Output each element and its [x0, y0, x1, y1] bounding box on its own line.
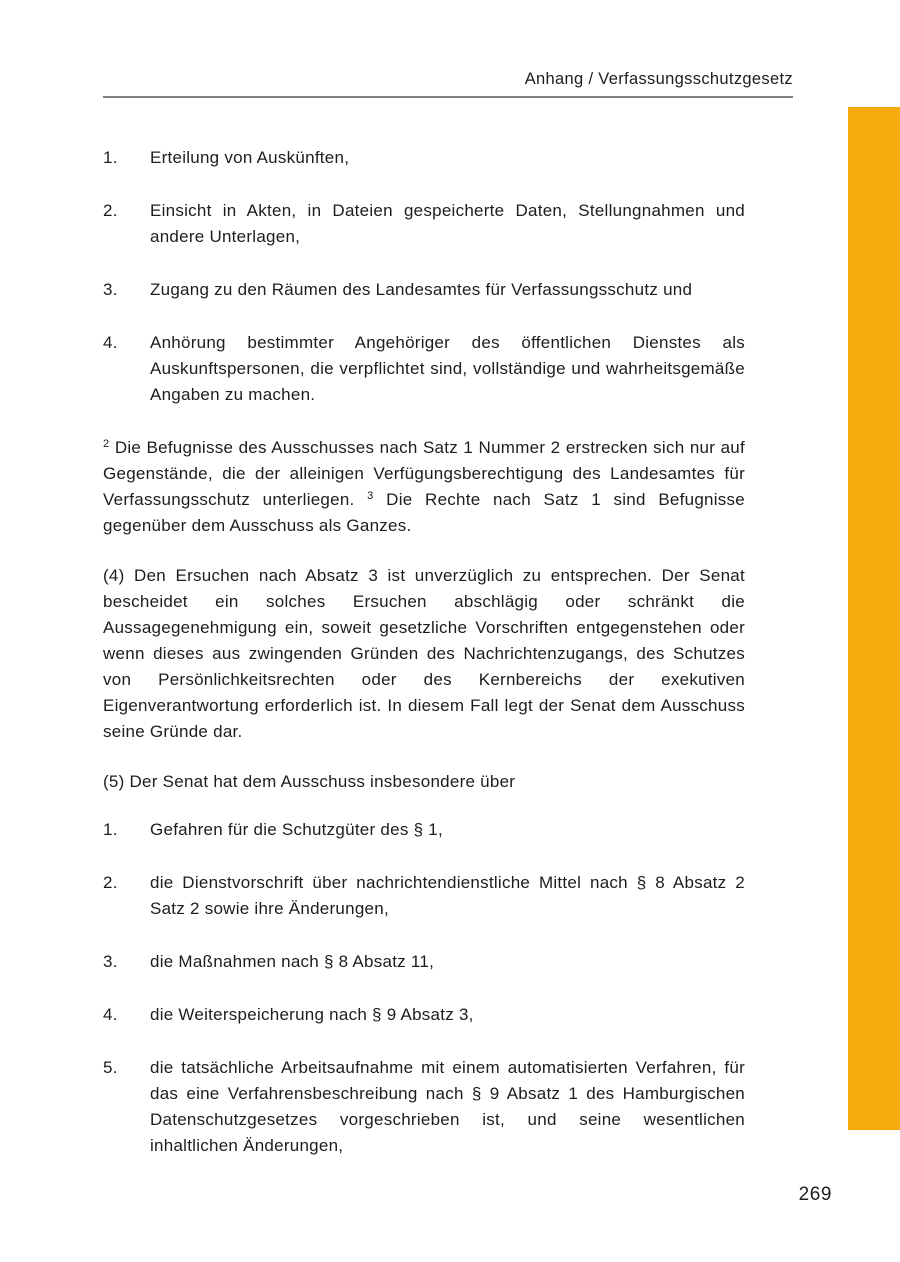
paragraph-absatz-4: (4) Den Ersuchen nach Absatz 3 ist unverzüglich zu entsprechen. Der Senat bescheidet ein solches Ersuchen abschlägig oder schränkt die Aussagegenehmigung ein, soweit gesetzliche Vorschriften entgegenstehen oder wenn dieses aus zwingenden Gründen des Nachrichtenzugangs, des Schutzes von Persönlichkeitsrechten oder des Kernbereichs der exekutiven Eigenverantwortung erforderlich ist. In diesem Fall legt der Senat dem Ausschuss seine Gründe dar. [103, 566, 745, 741]
list-item [103, 1002, 745, 1028]
list-item [103, 277, 745, 303]
sentence-superscript: 3 [367, 490, 374, 502]
list-item-text: Zugang zu den Räumen des Landesamtes für Verfassungsschutz und [150, 280, 693, 299]
list-item [103, 1055, 745, 1159]
list-item-text: die Dienstvorschrift über nachrichtendienstliche Mittel nach § 8 Absatz 2 Satz 2 sowie ihre Änderungen, [150, 873, 745, 918]
list-item-text: die tatsächliche Arbeitsaufnahme mit einem automatisierten Verfahren, für das eine Verfahrensbeschreibung nach § 9 Absatz 1 des Hamburgischen Datenschutzgesetzes vorgeschrieben ist, und seine wesentlichen inhaltlichen Änderungen, [150, 1058, 745, 1155]
sentence-superscript: 2 [103, 438, 110, 450]
numbered-list-satz1 [103, 145, 745, 408]
list-item-number: 1. [103, 148, 118, 167]
running-head [103, 70, 793, 98]
sentence-text: Die Befugnisse des Ausschusses nach Satz 1 Nummer 2 erstrecken sich nur auf Gegenstände, die der alleinigen Verfügungsberechtigung des Landesamtes für Verfassungsschutz unterliegen. [103, 438, 745, 509]
numbered-list-absatz5 [103, 817, 745, 1159]
list-item-text: Anhörung bestimmter Angehöriger des öffentlichen Dienstes als Auskunftspersonen, die verpflichtet sind, vollständige und wahrheitsgemäße Angaben zu machen. [150, 333, 745, 404]
list-item-number: 4. [103, 1005, 118, 1024]
list-item [103, 817, 745, 843]
list-item [103, 145, 745, 171]
sentence-text: Die Rechte nach Satz 1 sind Befugnisse gegenüber dem Ausschuss als Ganzes. [103, 490, 745, 535]
list-item-number: 5. [103, 1058, 118, 1077]
accent-color-bar [848, 107, 900, 1130]
page-number: 269 [798, 1184, 832, 1205]
list-item-number: 3. [103, 952, 118, 971]
list-item-number: 4. [103, 333, 118, 352]
list-item-text: die Maßnahmen nach § 8 Absatz 11, [150, 952, 435, 971]
list-item-text: Gefahren für die Schutzgüter des § 1, [150, 820, 443, 839]
list-item-text: Einsicht in Akten, in Dateien gespeicherte Daten, Stellungnahmen und andere Unterlagen, [150, 201, 745, 246]
list-item [103, 870, 745, 922]
paragraph-satz-2-3 [103, 435, 745, 539]
list-item [103, 198, 745, 250]
running-head-text: Anhang / Verfassungsschutzgesetz [524, 70, 793, 88]
page-content [103, 145, 745, 1186]
list-item [103, 949, 745, 975]
paragraph-absatz-5-intro: (5) Der Senat hat dem Ausschuss insbesondere über [103, 772, 516, 791]
list-item [103, 330, 745, 408]
list-item-text: die Weiterspeicherung nach § 9 Absatz 3, [150, 1005, 474, 1024]
list-item-number: 3. [103, 280, 118, 299]
list-item-text: Erteilung von Auskünften, [150, 148, 350, 167]
list-item-number: 2. [103, 873, 118, 892]
list-item-number: 2. [103, 201, 118, 220]
list-item-number: 1. [103, 820, 118, 839]
